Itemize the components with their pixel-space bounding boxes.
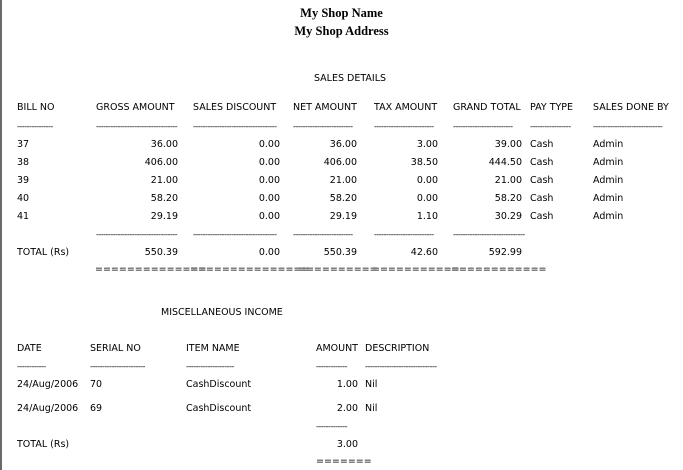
misc-item-name-cell: CashDiscount xyxy=(186,403,252,414)
sales-details-title: SALES DETAILS xyxy=(313,73,387,84)
header-underline: ------------------------- xyxy=(453,122,513,131)
grand-total-cell: 30.29 xyxy=(494,211,522,222)
sales-discount-cell: 0.00 xyxy=(258,211,280,222)
window-left-border xyxy=(0,0,2,470)
misc-total-amount: 3.00 xyxy=(336,439,358,450)
total-sales-discount: 0.00 xyxy=(258,247,280,258)
total-double-underline: =========== xyxy=(372,264,460,275)
subtotal-separator: ---------------------------------- xyxy=(96,230,178,239)
tax-amount-cell: 1.10 xyxy=(416,211,438,222)
bill-no-cell: 37 xyxy=(17,139,30,150)
shop-address: My Shop Address xyxy=(294,24,389,38)
header-underline: ------------- xyxy=(316,362,348,371)
subtotal-separator: ------------------------- xyxy=(374,230,434,239)
tax-amount-cell: 0.00 xyxy=(416,175,438,186)
header-underline: --------------- xyxy=(17,122,53,131)
pay-type-cell: Cash xyxy=(530,211,554,222)
sales-header-net-amount: NET AMOUNT xyxy=(293,102,357,113)
misc-header-description: DESCRIPTION xyxy=(365,343,430,354)
misc-income-title: MISCELLANEOUS INCOME xyxy=(161,307,283,318)
subtotal-separator: ------------------------------ xyxy=(453,230,525,239)
misc-amount-cell: 2.00 xyxy=(336,403,358,414)
misc-header-amount: AMOUNT xyxy=(315,343,358,354)
total-grand-total: 592.99 xyxy=(488,247,522,258)
sales-header-sales-discount: SALES DISCOUNT xyxy=(193,102,277,113)
header-underline: -------------------- xyxy=(186,362,234,371)
tax-amount-cell: 38.50 xyxy=(410,157,438,168)
sales-done-by-cell: Admin xyxy=(593,139,624,150)
misc-header-date: DATE xyxy=(17,343,42,354)
sales-discount-cell: 0.00 xyxy=(258,193,280,204)
total-net-amount: 550.39 xyxy=(323,247,357,258)
total-double-underline: ============ xyxy=(451,264,547,275)
sales-done-by-cell: Admin xyxy=(593,211,624,222)
sales-discount-cell: 0.00 xyxy=(258,157,280,168)
misc-amount-cell: 1.00 xyxy=(336,379,358,390)
pay-type-cell: Cash xyxy=(530,175,554,186)
sales-header-sales-done-by: SALES DONE BY xyxy=(593,102,669,113)
bill-no-cell: 41 xyxy=(17,211,30,222)
pay-type-cell: Cash xyxy=(530,139,554,150)
gross-amount-cell: 29.19 xyxy=(150,211,178,222)
header-underline: ------------------------- xyxy=(293,122,353,131)
misc-date-cell: 24/Aug/2006 xyxy=(17,403,79,414)
sales-discount-cell: 0.00 xyxy=(258,175,280,186)
misc-serial-no-cell: 70 xyxy=(90,379,103,390)
net-amount-cell: 36.00 xyxy=(329,139,357,150)
gross-amount-cell: 58.20 xyxy=(150,193,178,204)
bill-no-cell: 40 xyxy=(17,193,30,204)
header-underline: ------------------------------ xyxy=(365,362,437,371)
sales-header-gross-amount: GROSS AMOUNT xyxy=(96,102,175,113)
sales-header-grand-total: GRAND TOTAL xyxy=(453,102,521,113)
bill-no-cell: 39 xyxy=(17,175,30,186)
grand-total-cell: 444.50 xyxy=(488,157,522,168)
misc-header-item-name: ITEM NAME xyxy=(186,343,240,354)
misc-date-cell: 24/Aug/2006 xyxy=(17,379,79,390)
total-double-underline: ============== xyxy=(95,264,207,275)
pay-type-cell: Cash xyxy=(530,157,554,168)
sales-total-label: TOTAL (Rs) xyxy=(17,247,70,258)
sales-discount-cell: 0.00 xyxy=(258,139,280,150)
header-underline: ----------------------------- xyxy=(593,122,663,131)
gross-amount-cell: 406.00 xyxy=(144,157,178,168)
header-underline: ---------------------------------- xyxy=(96,122,178,131)
gross-amount-cell: 21.00 xyxy=(150,175,178,186)
header-underline: ----------------------- xyxy=(90,362,145,371)
net-amount-cell: 58.20 xyxy=(329,193,357,204)
sales-done-by-cell: Admin xyxy=(593,193,624,204)
subtotal-separator: ------------- xyxy=(316,422,348,431)
sales-done-by-cell: Admin xyxy=(593,157,624,168)
shop-name: My Shop Name xyxy=(300,6,383,20)
misc-description-cell: Nil xyxy=(365,379,378,390)
sales-done-by-cell: Admin xyxy=(593,175,624,186)
header-underline: ------------ xyxy=(17,362,46,371)
pay-type-cell: Cash xyxy=(530,193,554,204)
misc-serial-no-cell: 69 xyxy=(90,403,103,414)
total-tax-amount: 42.60 xyxy=(410,247,438,258)
total-double-underline: ========== xyxy=(298,264,378,275)
tax-amount-cell: 0.00 xyxy=(416,193,438,204)
grand-total-cell: 58.20 xyxy=(494,193,522,204)
net-amount-cell: 29.19 xyxy=(329,211,357,222)
sales-header-pay-type: PAY TYPE xyxy=(530,102,574,113)
grand-total-cell: 39.00 xyxy=(494,139,522,150)
total-gross-amount: 550.39 xyxy=(144,247,178,258)
subtotal-separator: ------------------------- xyxy=(293,230,353,239)
misc-total-label: TOTAL (Rs) xyxy=(17,439,70,450)
net-amount-cell: 406.00 xyxy=(323,157,357,168)
sales-header-bill-no: BILL NO xyxy=(17,102,55,113)
tax-amount-cell: 3.00 xyxy=(416,139,438,150)
header-underline: ----------------- xyxy=(530,122,571,131)
gross-amount-cell: 36.00 xyxy=(150,139,178,150)
net-amount-cell: 21.00 xyxy=(329,175,357,186)
misc-item-name-cell: CashDiscount xyxy=(186,379,252,390)
sales-header-tax-amount: TAX AMOUNT xyxy=(374,102,438,113)
misc-description-cell: Nil xyxy=(365,403,378,414)
total-double-underline: ======= xyxy=(316,456,372,467)
header-underline: ----------------------------------- xyxy=(193,122,277,131)
header-underline: ------------------------- xyxy=(374,122,434,131)
misc-header-serial-no: SERIAL NO xyxy=(90,343,141,354)
total-double-underline: =============== xyxy=(190,264,310,275)
grand-total-cell: 21.00 xyxy=(494,175,522,186)
bill-no-cell: 38 xyxy=(17,157,30,168)
subtotal-separator: ----------------------------------- xyxy=(193,230,277,239)
